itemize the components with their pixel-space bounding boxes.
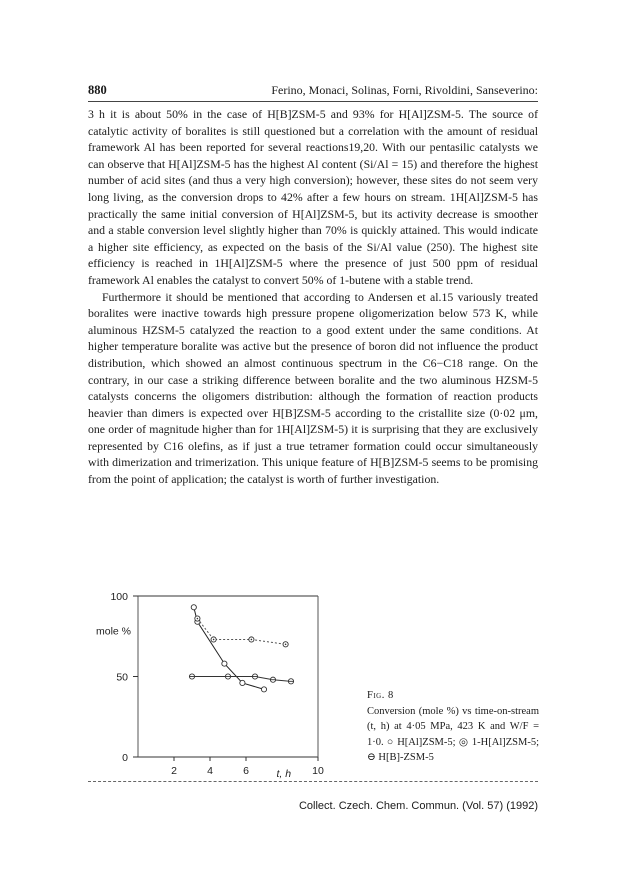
x-tick-label: 10 <box>312 765 324 777</box>
data-point <box>261 687 266 692</box>
body-text <box>88 106 538 488</box>
data-point-dot <box>285 644 287 646</box>
data-point <box>222 661 227 666</box>
y-tick-label: 50 <box>116 671 128 684</box>
running-title: Ferino, Monaci, Solinas, Forni, Rivoldini, Sanseverino: <box>271 83 538 97</box>
data-point <box>191 605 196 610</box>
series-line-2 <box>197 619 285 645</box>
data-point <box>240 680 245 685</box>
y-axis-label: mole % <box>96 625 132 638</box>
figure-caption <box>367 688 539 766</box>
x-tick-label: 4 <box>207 765 213 777</box>
y-tick-label: 0 <box>122 752 128 764</box>
x-tick-label: 6 <box>243 765 249 777</box>
paragraph-2: Furthermore it should be mentioned that according to Andersen et al.15 variously treated boralites were inactive towards high pressure propene oligomerization below 573 K, while aluminous HZSM-5 catalyzed the reaction to a good extent under the same conditions. At higher temperature boralite was active but the presence of boron did not influence the product distribution, which showed an almost continuous spectrum in the C6−C18 range. On the contrary, in our case a striking difference between boralite and the two aluminous HZSM-5 catalysts concerns the oligomers distribution: although the formation of reaction products heavier than dimers is expected over H[B]ZSM-5 according to the cristallite size (0·02 μm, one order of magnitude higher than for 1H[Al]ZSM-5) it is surprising that they are exclusively represented by C16 olefins, as if just a true tetramer formation could occur simultaneously with dimerization and trimerization. This unique feature of H[B]ZSM-5 seems to be promising from the point of application; the catalyst is worth of further investigation. <box>88 289 538 487</box>
data-point-dot <box>197 618 199 620</box>
y-tick-label: 100 <box>110 591 128 603</box>
x-tick-label: 2 <box>171 765 177 777</box>
data-point-dot <box>251 639 253 641</box>
journal-footer: Collect. Czech. Chem. Commun. (Vol. 57) (1992) <box>298 800 538 812</box>
page-header <box>88 83 538 103</box>
paragraph-1: 3 h it is about 50% in the case of H[B]ZSM-5 and 93% for H[Al]ZSM-5. The source of catalytic activity of boralites is still questioned but a correlation with the amount of residual framework Al has been reported for several reactions19,20. With our pentasilic catalysts we can observe that H[Al]ZSM-5 has the highest Al content (Si/Al = 15) and therefore the highest number of acid sites (and thus a very high conversion); however, these sites do not seem very long living, as the conversion drops to 42% after a few hours on stream. 1H[Al]ZSM-5 has practically the same initial conversion of H[Al]ZSM-5, but its activity decrease is smoother and a stable conversion level slightly higher than 70% is quickly attained. This would indicate a higher site efficiency, as expected on the basis of the Si/Al value (250). The highest site efficiency is reached in 1H[Al]ZSM-5 where the presence of just 500 ppm of residual framework Al enables the catalyst to convert 50% of 1-butene with a stable trend. <box>88 107 538 287</box>
header-rule <box>88 101 538 102</box>
data-point-dot <box>213 639 215 641</box>
x-axis-label: t, h <box>276 768 292 780</box>
figure-caption-text: Conversion (mole %) vs time-on-stream (t, h) at 4·05 MPa, 423 K and W/F = 1·0. ○ H[Al]ZSM-5; ◎ 1-H[Al]ZSM-5; ⊖ H[B]-ZSM-5 <box>367 705 539 763</box>
page-number: 880 <box>88 83 107 97</box>
figure-label: Fig. 8 <box>367 690 394 701</box>
footer-rule <box>88 781 538 782</box>
